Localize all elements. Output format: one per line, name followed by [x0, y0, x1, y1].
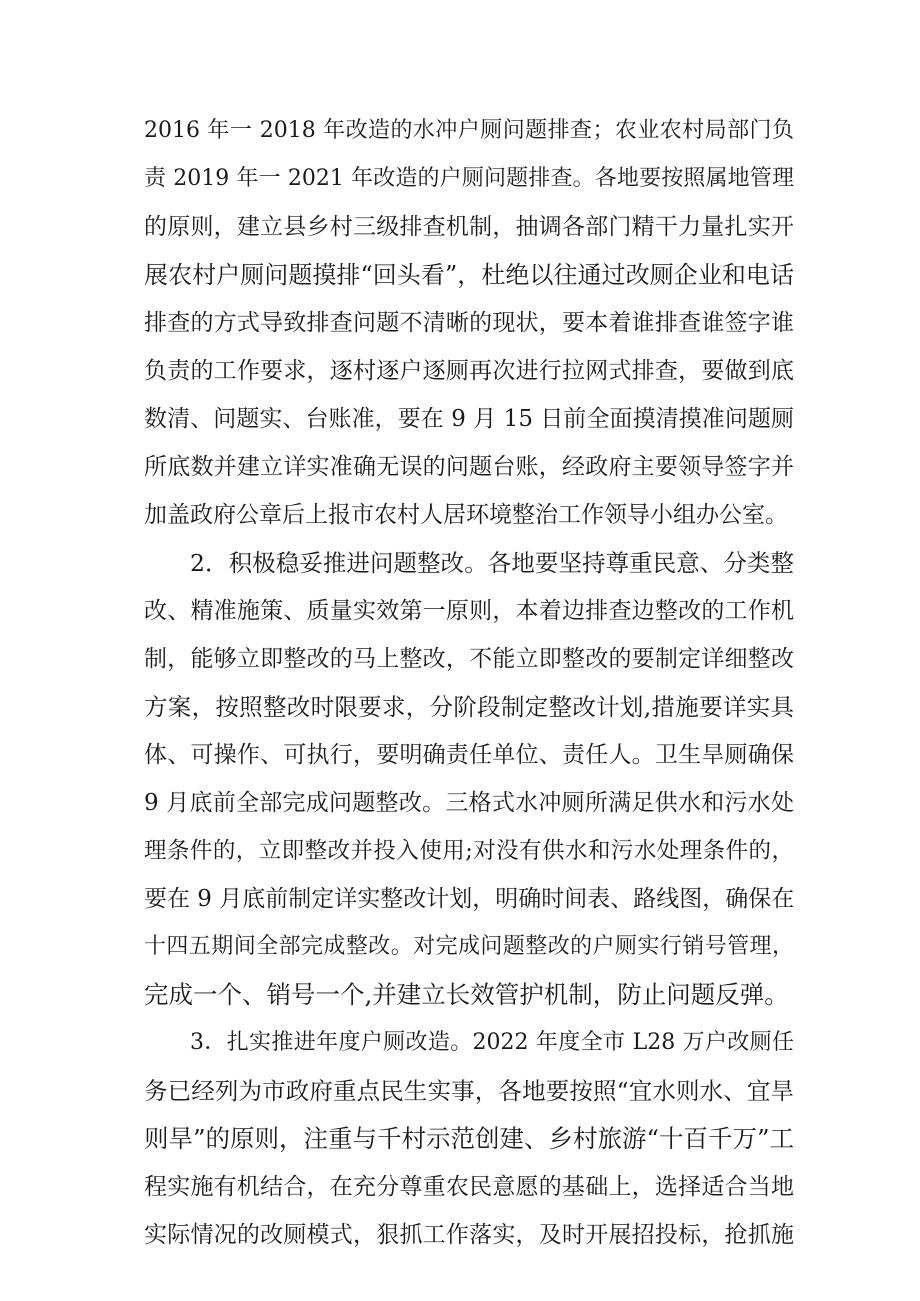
text-line: 数清、问题实、台账准，要在 9 月 15 日前全面摸清摸准问题厕	[144, 406, 794, 432]
text-line: 改、精准施策、质量实效第一原则，本着边排查边整改的工作机	[144, 598, 794, 624]
text-line: 展农村户厕问题摸排“回头看”，杜绝以往通过改厕企业和电话	[144, 261, 794, 289]
text-line: 2016 年一 2018 年改造的水冲户厕问题排查；农业农村局部门负	[144, 118, 794, 143]
text-line: 要在 9 月底前制定详实整改计划，明确时间表、路线图，确保在	[144, 886, 795, 912]
text-line: 体、可操作、可执行，要明确责任单位、责任人。卫生旱厕确保	[144, 742, 794, 768]
text-line: 十四五期间全部完成整改。对完成问题整改的户厕实行销号管理，	[144, 934, 794, 959]
text-line: 负责的工作要求，逐村逐户逐厕再次进行拉网式排查，要做到底	[144, 358, 794, 384]
text-line: 所底数并建立详实准确无误的问题台账，经政府主要领导签字并	[144, 454, 794, 480]
text-line: 实际情况的改厕模式，狠抓工作落实，及时开展招投标，抢抓施	[144, 1222, 794, 1248]
text-line: 的原则，建立县乡村三级排查机制，抽调各部门精干力量扎实开	[144, 214, 794, 240]
text-line: 方案，按照整改时限要求，分阶段制定整改计划,措施要详实具	[144, 693, 794, 721]
text-line: 理条件的，立即整改并投入使用;对没有供水和污水处理条件的，	[144, 838, 794, 864]
paragraph-3-heading-line: 3．扎实推进年度户厕改造。2022 年度全市 L28 万户改厕任	[190, 1030, 794, 1055]
text-line: 排查的方式导致排查问题不清晰的现状，要本着谁排查谁签字谁	[144, 310, 794, 336]
text-line: 9 月底前全部完成问题整改。三格式水冲厕所满足供水和污水处	[144, 790, 794, 816]
text-line: 责 2019 年一 2021 年改造的户厕问题排查。各地要按照属地管理	[144, 166, 794, 191]
paragraph-2-heading-line: 2．积极稳妥推进问题整改。各地要坚持尊重民意、分类整	[190, 549, 794, 577]
text-line: 务已经列为市政府重点民生实事，各地要按照“宜水则水、宜旱	[144, 1077, 794, 1105]
text-line: 完成一个、销号一个,并建立长效管护机制，防止问题反弹。	[144, 980, 789, 1009]
text-line: 制，能够立即整改的马上整改，不能立即整改的要制定详细整改	[144, 646, 794, 672]
text-line: 程实施有机结合，在充分尊重农民意愿的基础上，选择适合当地	[144, 1174, 794, 1200]
text-line: 则旱”的原则，注重与千村示范创建、乡村旅游“十百千万”工	[144, 1124, 795, 1153]
text-line: 加盖政府公章后上报市农村人居环境整治工作领导小组办公室。	[144, 502, 788, 528]
